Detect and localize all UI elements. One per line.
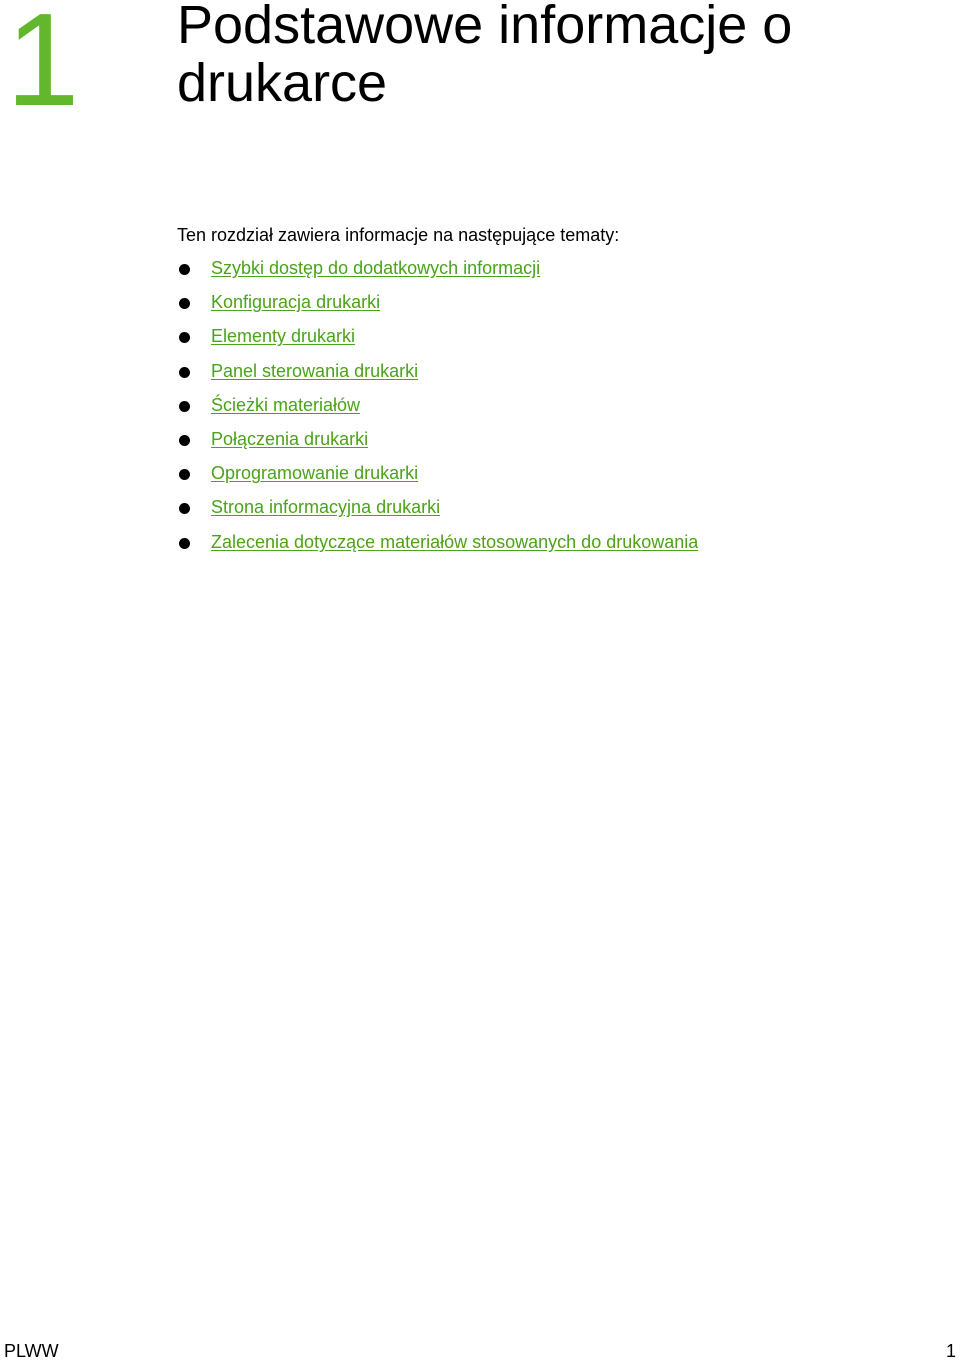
bullet-icon [179, 538, 190, 549]
bullet-icon [179, 332, 190, 343]
topic-link-media-recommendations[interactable]: Zalecenia dotyczące materiałów stosowanych do drukowania [211, 531, 699, 552]
footer-page-number: 1 [945, 1341, 956, 1361]
topic-link-connections[interactable]: Połączenia drukarki [211, 428, 369, 449]
topic-link-info-page[interactable]: Strona informacyjna drukarki [211, 497, 441, 518]
bullet-icon [179, 469, 190, 480]
chapter-number: 1 [6, 0, 80, 133]
bullet-icon [179, 298, 190, 309]
bullet-icon [179, 435, 190, 446]
topic-link-configuration[interactable]: Konfiguracja drukarki [211, 292, 381, 313]
topic-link-quick-access[interactable]: Szybki dostęp do dodatkowych informacji [211, 258, 541, 278]
topic-link-elements[interactable]: Elementy drukarki [211, 326, 356, 347]
topic-link-media-paths[interactable]: Ścieżki materiałów [211, 394, 361, 415]
bullet-icon [179, 264, 190, 275]
intro-text: Ten rozdział zawiera informacje na następujące tematy: [177, 225, 620, 245]
bullet-icon [179, 401, 190, 412]
bullet-icon [179, 367, 190, 378]
chapter-title: Podstawowe informacje o drukarce [177, 0, 793, 113]
topic-link-software[interactable]: Oprogramowanie drukarki [211, 463, 419, 484]
footer-doc-code: PLWW [4, 1341, 59, 1361]
bullet-icon [179, 503, 190, 514]
topic-link-control-panel[interactable]: Panel sterowania drukarki [211, 360, 419, 381]
